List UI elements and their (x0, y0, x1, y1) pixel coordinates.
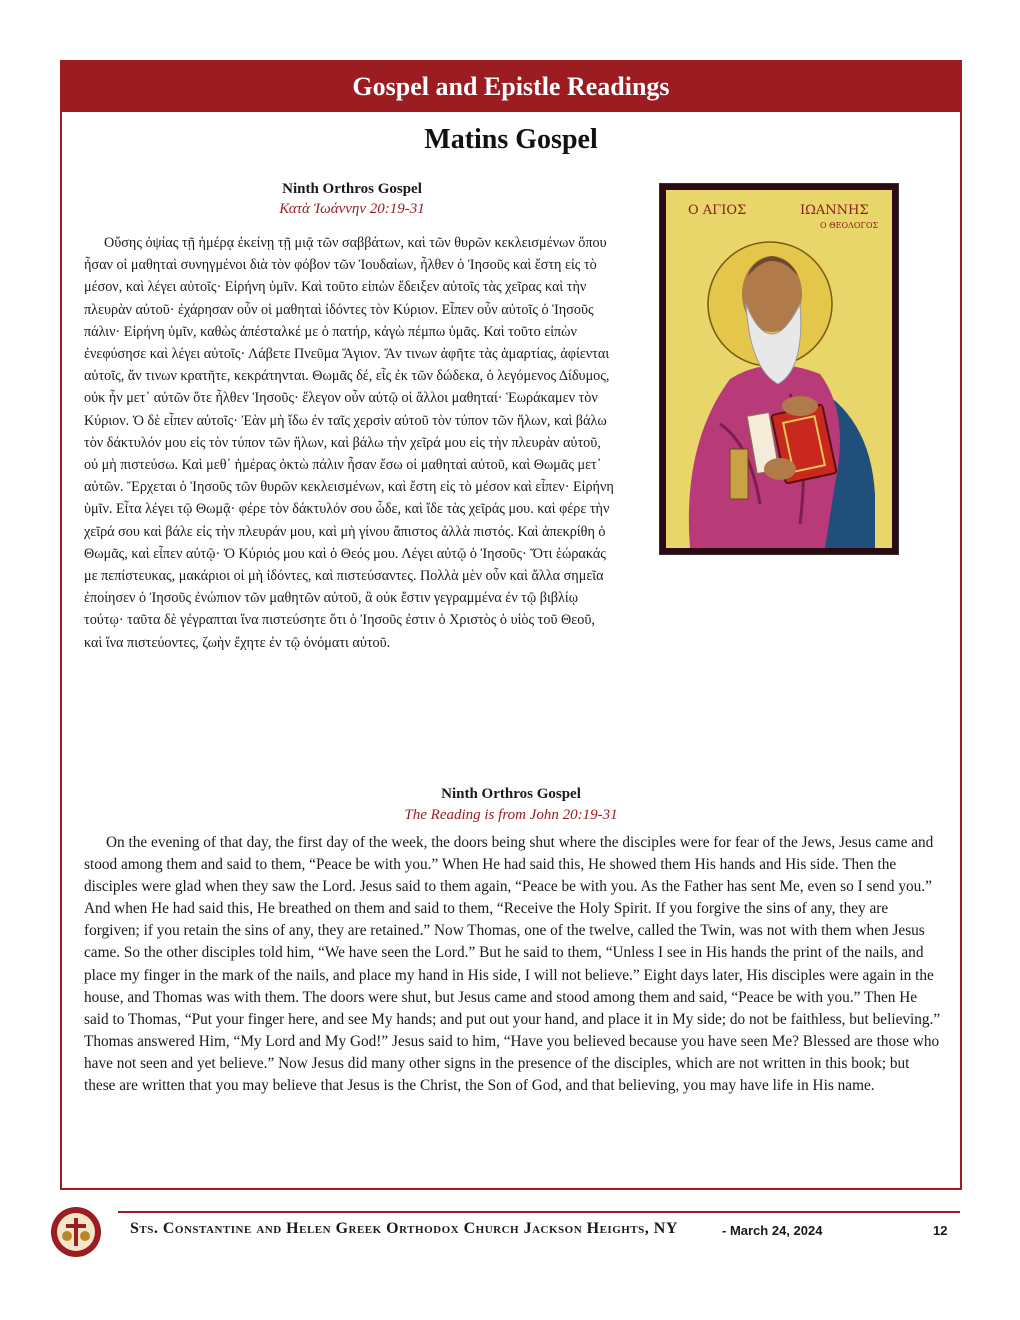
footer-church-name: Sts. Constantine and Helen Greek Orthodox Church Jackson Heights, NY (130, 1220, 678, 1237)
icon-inscription-right: ΙΩΑΝΝΗΣ (800, 203, 869, 218)
header-banner: Gospel and Epistle Readings (62, 62, 960, 112)
english-reading-title: Ninth Orthros Gospel (441, 786, 581, 802)
greek-reading-reference: Κατὰ Ἰωάννην 20:19-31 (279, 201, 425, 217)
icon-inscription-left: Ο ΑΓΙΟΣ (688, 203, 747, 218)
english-gospel-text: On the evening of that day, the first day of the week, the doors being shut where the disciples were for fear of the Jews, Jesus came and stood among them and said to them, “Peace be with you.” When He had said this, He showed them His hands and His side. Then the disciples were glad when they saw the Lord. Jesus said to them again, “Peace be with you. As the Father has sent Me, even so I send you.” And when He had said this, He breathed on them and said to them, “Receive the Holy Spirit. If you forgive the sins of any, they are forgiven; if you retain the sins of any, they are retained.” Now Thomas, one of the twelve, called the Twin, was not with them when Jesus came. So the other disciples told him, “We have seen the Lord.” But he said to them, “Unless I see in His hands the print of the nails, and place my finger in the mark of the nails, and place my hand in His side, I will not believe.” Eight days later, His disciples were again in the house, and Thomas was with them. The doors were shut, but Jesus came and stood among them and said, “Peace be with you.” Then He said to Thomas, “Put your finger here, and see My hands; and put out your hand, and place it in My side; do not be faithless, but believing.” Thomas answered Him, “My Lord and My God!” Jesus said to him, “Have you believed because you have seen Me? Blessed are those who have not seen and yet believe.” Now Jesus did many other signs in the presence of the disciples, which are not written in this book; but these are written that you may believe that Jesus is the Christ, the Son of God, and that believing, you may have life in His name. (84, 834, 941, 1095)
english-reading-reference: The Reading is from John 20:19-31 (404, 807, 618, 823)
content-frame (60, 60, 962, 1190)
english-reading-header (62, 784, 960, 826)
page-number: 12 (933, 1223, 948, 1238)
greek-reading-title: Ninth Orthros Gospel (282, 181, 422, 197)
footer-date: - March 24, 2024 (722, 1223, 823, 1238)
icon-inscription-sub: Ο ΘΕΟΛΟΓΟΣ (820, 221, 879, 230)
church-seal-logo (50, 1206, 102, 1258)
footer-divider (118, 1211, 960, 1213)
greek-gospel-text: Οὔσης ὀψίας τῇ ἡμέρᾳ ἐκείνῃ τῇ μιᾷ τῶν σαββάτων, καὶ τῶν θυρῶν κεκλεισμένων ὅπου ἦσαν οἱ μαθηταὶ συνηγμένοι διὰ τὸν φόβον τῶν Ἰουδαίων, ἦλθεν ὁ Ἰησοῦς καὶ ἔστη εἰς τὸ μέσον, καὶ λέγει αὐτοῖς· Εἰρήνη ὑμῖν. Καὶ τοῦτο εἰπὼν ἔδειξεν αὐτοῖς τὰς χεῖρας καὶ τὴν πλευρὰν αὐτοῦ· ἐχάρησαν οὖν οἱ μαθηταὶ ἰδόντες τὸν Κύριον. Εἶπεν οὖν αὐτοῖς ὁ Ἰησοῦς πάλιν· Εἰρήνη ὑμῖν, καθὼς ἀπέσταλκέ με ὁ πατήρ, κἀγὼ πέμπω ὑμᾶς. Καὶ τοῦτο εἰπὼν ἐνεφύσησε καὶ λέγει αὐτοῖς· Λάβετε Πνεῦμα Ἅγιον. Ἄν τινων ἀφῆτε τὰς ἁμαρτίας, ἀφίενται αὐτοῖς, ἄν τινων κρατῆτε, κεκράτηνται. Θωμᾶς δέ, εἷς ἐκ τῶν δώδεκα, ὁ λεγόμενος Δίδυμος, οὐκ ἦν μετ᾽ αὐτῶν ὅτε ἦλθεν Ἰησοῦς· ἔλεγον οὖν αὐτῷ οἱ ἄλλοι μαθηταί· Ἑωράκαμεν τὸν Κύριον. Ὁ δὲ εἶπεν αὐτοῖς· Ἐὰν μὴ ἴδω ἐν ταῖς χερσὶν αὐτοῦ τὸν τύπον τῶν ἥλων, καὶ βάλω τὸν δάκτυλόν μου εἰς τὸν τύπον τῶν ἥλων, καὶ βάλω τὴν χεῖρά μου εἰς τὴν πλευρὰν αὐτοῦ, οὐ μὴ πιστεύσω. Καὶ μεθ᾽ ἡμέρας ὀκτὼ πάλιν ἦσαν ἔσω οἱ μαθηταὶ αὐτοῦ, καὶ Θωμᾶς μετ᾽ αὐτῶν. Ἔρχεται ὁ Ἰησοῦς τῶν θυρῶν κεκλεισμένων, καὶ ἔστη εἰς τὸ μέσον καὶ εἶπεν· Εἰρήνη ὑμῖν. Εἶτα λέγει τῷ Θωμᾷ· φέρε τὸν δάκτυλόν σου ὧδε, καὶ ἴδε τὰς χεῖράς μου. καὶ φέρε τὴν χεῖρά σου καὶ βάλε εἰς τὴν πλευράν μου, καὶ μὴ γίνου ἄπιστος ἀλλὰ πιστός. Καὶ ἀπεκρίθη ὁ Θωμᾶς, καὶ εἶπεν αὐτῷ· Ὁ Κύριός μου καὶ ὁ Θεός μου. Λέγει αὐτῷ ὁ Ἰησοῦς· Ὅτι ἑώρακάς με πεπίστευκας, μακάριοι οἱ μὴ ἰδόντες, καὶ πιστεύσαντες. Πολλὰ μὲν οὖν καὶ ἄλλα σημεῖα ἐποίησεν ὁ Ἰησοῦς ἐνώπιον τῶν μαθητῶν αὐτοῦ, ἃ οὐκ ἔστιν γεγραμμένα ἐν τῷ βιβλίῳ τούτῳ· ταῦτα δὲ γέγραπται ἵνα πιστεύσητε ὅτι ὁ Ἰησοῦς ἐστιν ὁ Χριστὸς ὁ υἱὸς τοῦ Θεοῦ, καὶ ἵνα πιστεύοντες, ζωὴν ἔχητε ἐν τῷ ὀνόματι αὐτοῦ. (84, 235, 614, 651)
greek-reading-header (202, 179, 502, 219)
section-title: Matins Gospel (424, 124, 598, 155)
saint-john-icon (659, 183, 899, 555)
